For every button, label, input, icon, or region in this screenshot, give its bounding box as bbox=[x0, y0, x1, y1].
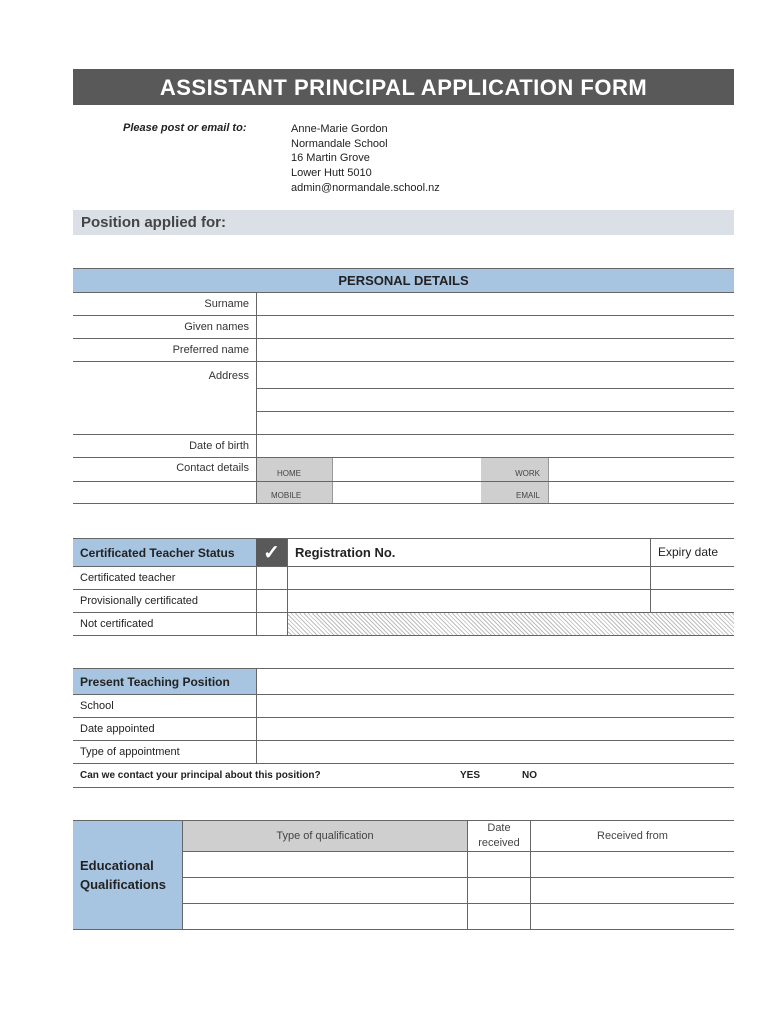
mobile-phone-field[interactable] bbox=[333, 482, 482, 504]
position-applied-label: Position applied for: bbox=[81, 214, 226, 231]
work-phone-field[interactable] bbox=[549, 458, 735, 482]
checkmark-icon: ✓ bbox=[256, 539, 288, 567]
qualification-date-field[interactable] bbox=[468, 878, 531, 904]
contact-spacer bbox=[562, 764, 734, 788]
preferred-name-field[interactable] bbox=[257, 339, 735, 362]
post-label: Please post or email to: bbox=[123, 122, 247, 134]
expiry-date-field[interactable] bbox=[651, 567, 735, 590]
qualifications-table bbox=[73, 820, 734, 930]
qualification-from-field[interactable] bbox=[531, 904, 735, 930]
contact-principal-question: Can we contact your principal about this position? bbox=[73, 764, 440, 788]
home-label: HOME bbox=[257, 458, 333, 482]
yes-option[interactable]: YES bbox=[440, 764, 522, 788]
qualification-from-field[interactable] bbox=[531, 852, 735, 878]
appointment-type-label: Type of appointment bbox=[73, 741, 257, 764]
appointment-type-field[interactable] bbox=[257, 741, 735, 764]
received-from-header: Received from bbox=[531, 821, 735, 852]
address-field-line2[interactable] bbox=[257, 389, 735, 412]
expiry-date-label: Expiry date bbox=[651, 539, 735, 567]
registration-no-label: Registration No. bbox=[288, 539, 651, 567]
address-line: 16 Martin Grove bbox=[291, 152, 370, 165]
date-appointed-field[interactable] bbox=[257, 718, 735, 741]
date-appointed-label: Date appointed bbox=[73, 718, 257, 741]
certificated-checkbox[interactable] bbox=[256, 567, 288, 590]
surname-field[interactable] bbox=[257, 293, 735, 316]
address-line: Normandale School bbox=[291, 137, 388, 150]
provisional-checkbox[interactable] bbox=[256, 590, 288, 613]
email-address: admin@normandale.school.nz bbox=[291, 181, 440, 194]
provisional-registration-field[interactable] bbox=[288, 590, 651, 613]
school-label: School bbox=[73, 695, 257, 718]
qualification-date-field[interactable] bbox=[468, 852, 531, 878]
personal-details-header: PERSONAL DETAILS bbox=[73, 269, 734, 293]
qualifications-header: Educational Qualifications bbox=[73, 821, 183, 930]
certification-table bbox=[73, 538, 734, 636]
teaching-position-header: Present Teaching Position bbox=[73, 669, 257, 695]
contact-details-label: Contact details bbox=[73, 458, 257, 482]
contact-spacer bbox=[73, 482, 257, 504]
disabled-hatched-area bbox=[288, 613, 735, 636]
dob-label: Date of birth bbox=[73, 435, 257, 458]
school-field[interactable] bbox=[257, 695, 735, 718]
email-label: EMAIL bbox=[481, 482, 549, 504]
qualification-type-field[interactable] bbox=[183, 852, 468, 878]
provisional-expiry-field[interactable] bbox=[651, 590, 735, 613]
position-applied-field[interactable] bbox=[73, 210, 734, 235]
type-of-qualification-header: Type of qualification bbox=[183, 821, 468, 852]
address-field-line3[interactable] bbox=[257, 412, 735, 435]
surname-label: Surname bbox=[73, 293, 257, 316]
form-title: ASSISTANT PRINCIPAL APPLICATION FORM bbox=[73, 69, 734, 105]
qualification-type-field[interactable] bbox=[183, 878, 468, 904]
teaching-position-field[interactable] bbox=[257, 669, 735, 695]
certification-header: Certificated Teacher Status bbox=[73, 539, 256, 567]
postal-address bbox=[291, 122, 440, 196]
address-label: Address bbox=[73, 362, 257, 435]
not-certificated-checkbox[interactable] bbox=[256, 613, 288, 636]
cert-row-provisional: Provisionally certificated bbox=[73, 590, 256, 613]
address-field-line1[interactable] bbox=[257, 362, 735, 389]
home-phone-field[interactable] bbox=[333, 458, 482, 482]
cert-row-certificated: Certificated teacher bbox=[73, 567, 256, 590]
given-names-label: Given names bbox=[73, 316, 257, 339]
dob-field[interactable] bbox=[257, 435, 735, 458]
cert-row-not-certificated: Not certificated bbox=[73, 613, 256, 636]
address-line: Anne-Marie Gordon bbox=[291, 123, 388, 135]
date-received-header: Date received bbox=[468, 821, 531, 852]
email-field[interactable] bbox=[549, 482, 735, 504]
preferred-name-label: Preferred name bbox=[73, 339, 257, 362]
teaching-position-table bbox=[73, 668, 734, 788]
given-names-field[interactable] bbox=[257, 316, 735, 339]
work-label: WORK bbox=[481, 458, 549, 482]
qualification-from-field[interactable] bbox=[531, 878, 735, 904]
qualification-type-field[interactable] bbox=[183, 904, 468, 930]
mobile-label: MOBILE bbox=[257, 482, 333, 504]
no-option[interactable]: NO bbox=[522, 764, 562, 788]
personal-details-table bbox=[73, 268, 734, 504]
registration-no-field[interactable] bbox=[288, 567, 651, 590]
qualification-date-field[interactable] bbox=[468, 904, 531, 930]
address-line: Lower Hutt 5010 bbox=[291, 167, 372, 180]
